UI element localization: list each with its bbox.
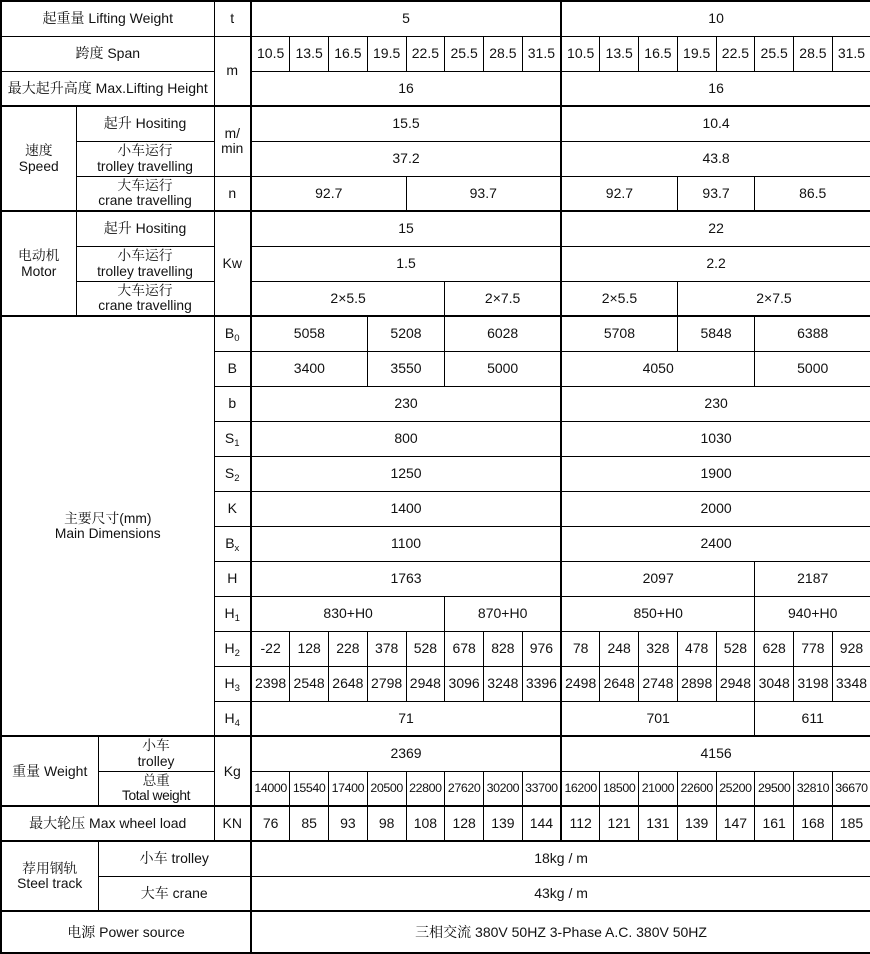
- dim-symbol-h2: [214, 631, 251, 666]
- wheel-load-value: 144: [522, 806, 561, 841]
- dim-b-value: 3550: [367, 351, 445, 386]
- weight-trolley-label-en: trolley: [137, 753, 175, 769]
- track-trolley-label: 小车 trolley: [98, 841, 251, 876]
- weight-total-value: 25200: [716, 771, 755, 806]
- max-height-label: 最大起升高度 Max.Lifting Height: [1, 71, 214, 106]
- dim-h3-value: 2648: [329, 666, 368, 701]
- dim-h4-value: 71: [251, 701, 561, 736]
- dim-b0-value: 5208: [367, 316, 445, 351]
- dim-symbol-base: H: [224, 675, 235, 692]
- speed-unit: [214, 106, 251, 176]
- dim-symbol-bx: [214, 526, 251, 561]
- dim-h-value: 2187: [755, 561, 870, 596]
- wheel-load-value: 121: [600, 806, 639, 841]
- speed-hoisting-label: 起升 Hositing: [76, 106, 214, 141]
- motor-unit: Kw: [214, 211, 251, 316]
- row-speed-crane: [1, 176, 870, 211]
- weight-total-value: 22600: [677, 771, 716, 806]
- span-value: 16.5: [639, 36, 678, 71]
- dim-h4-value: 611: [755, 701, 870, 736]
- weight-total-label-cn: 总重: [142, 772, 170, 788]
- span-value: 31.5: [832, 36, 870, 71]
- span-value: 13.5: [290, 36, 329, 71]
- weight-trolley-label-cn: 小车: [142, 738, 170, 754]
- speed-unit-line1: m/: [224, 125, 240, 141]
- dim-h-value: 1763: [251, 561, 561, 596]
- motor-trolley-10t-value: 2.2: [561, 246, 870, 281]
- power-source-label: 电源 Power source: [1, 911, 251, 953]
- weight-group-label: 重量 Weight: [1, 736, 98, 806]
- track-crane-value: 43kg / m: [251, 876, 870, 911]
- wheel-load-value: 98: [367, 806, 406, 841]
- dim-h1-value: 830+H0: [251, 596, 445, 631]
- dim-symbol-sub: 2: [234, 473, 240, 485]
- row-wheel-load: [1, 806, 870, 841]
- wheel-load-value: 139: [677, 806, 716, 841]
- dim-symbol-s1: [214, 421, 251, 456]
- dim-h3-value: 2798: [367, 666, 406, 701]
- speed-hoisting-10t-value: 10.4: [561, 106, 870, 141]
- span-value: 25.5: [445, 36, 484, 71]
- power-source-value: 三相交流 380V 50HZ 3-Phase A.C. 380V 50HZ: [251, 911, 870, 953]
- span-label: 跨度 Span: [1, 36, 214, 71]
- speed-group-label-en: Speed: [18, 158, 59, 174]
- speed-crane-label-en: crane travelling: [98, 193, 192, 209]
- weight-total-value: 22800: [406, 771, 445, 806]
- row-weight-total: [1, 771, 870, 806]
- speed-trolley-10t-value: 43.8: [561, 141, 870, 176]
- wheel-load-value: 85: [290, 806, 329, 841]
- dim-h3-value: 3248: [484, 666, 523, 701]
- dim-symbol-sub: 1: [234, 613, 240, 625]
- motor-crane-value: 2×5.5: [251, 281, 445, 316]
- dim-symbol-k: [214, 491, 251, 526]
- lifting-weight-label: 起重量 Lifting Weight: [1, 1, 214, 36]
- dim-symbol-base: S: [224, 430, 235, 447]
- motor-crane-label-cn: 大车运行: [117, 282, 173, 298]
- speed-trolley-label-en: trolley travelling: [97, 158, 193, 174]
- speed-crane-label-cn: 大车运行: [117, 177, 173, 193]
- speed-crane-value: 92.7: [251, 176, 406, 211]
- wheel-load-value: 108: [406, 806, 445, 841]
- dim-h2-value: 248: [600, 631, 639, 666]
- wheel-load-value: 76: [251, 806, 290, 841]
- dim-symbol-sub: 2: [234, 648, 240, 660]
- track-crane-label: 大车 crane: [98, 876, 251, 911]
- dim-b0-value: 5848: [677, 316, 755, 351]
- dimensions-group-label-en: Main Dimensions: [54, 526, 161, 541]
- dim-b0-value: 6028: [445, 316, 561, 351]
- dim-symbol-base: H: [224, 709, 235, 726]
- dim-k-10t-value: 2000: [561, 491, 870, 526]
- dim-h3-value: 2498: [561, 666, 600, 701]
- weight-total-value: 20500: [367, 771, 406, 806]
- dim-symbol-base: B: [225, 535, 235, 552]
- dim-b0-value: 6388: [755, 316, 870, 351]
- dim-h3-value: 2648: [600, 666, 639, 701]
- span-unit: m: [214, 36, 251, 106]
- dim-h3-value: 2748: [639, 666, 678, 701]
- weight-total-value: 18500: [600, 771, 639, 806]
- wheel-load-value: 139: [484, 806, 523, 841]
- span-value: 28.5: [484, 36, 523, 71]
- motor-crane-value: 2×7.5: [445, 281, 561, 316]
- wheel-load-value: 112: [561, 806, 600, 841]
- row-speed-trolley: [1, 141, 870, 176]
- dim-h4-value: 701: [561, 701, 755, 736]
- dim-h1-value: 850+H0: [561, 596, 755, 631]
- dim-bx-10t-value: 2400: [561, 526, 870, 561]
- dim-symbol-sub: 1: [234, 438, 240, 450]
- speed-trolley-5t-value: 37.2: [251, 141, 561, 176]
- wheel-load-value: 93: [329, 806, 368, 841]
- dim-h2-value: 528: [716, 631, 755, 666]
- weight-total-label-en: Total weight: [121, 788, 191, 804]
- wheel-load-unit: KN: [214, 806, 251, 841]
- span-value: 25.5: [755, 36, 794, 71]
- speed-unit-line2: min: [221, 141, 244, 157]
- wheel-load-value: 161: [755, 806, 794, 841]
- motor-crane-value: 2×5.5: [561, 281, 677, 316]
- dim-b-lower-10t-value: 230: [561, 386, 870, 421]
- motor-group-label-en: Motor: [21, 263, 57, 279]
- weight-total-label: [98, 771, 214, 806]
- wheel-load-value: 185: [832, 806, 870, 841]
- dim-symbol-sub: 3: [234, 683, 240, 695]
- dim-symbol-b: [214, 351, 251, 386]
- dim-symbol-sub: 0: [234, 333, 240, 345]
- span-value: 19.5: [367, 36, 406, 71]
- dim-symbol-base: K: [227, 500, 237, 517]
- dim-h3-value: 2898: [677, 666, 716, 701]
- motor-crane-label: [76, 281, 214, 316]
- dim-h1-value: 940+H0: [755, 596, 870, 631]
- dim-s2-5t-value: 1250: [251, 456, 561, 491]
- row-weight-trolley: [1, 736, 870, 771]
- row-max-height: [1, 71, 870, 106]
- row-speed-hoisting: [1, 106, 870, 141]
- dim-symbol-s2: [214, 456, 251, 491]
- dim-h3-value: 3396: [522, 666, 561, 701]
- motor-trolley-label: [76, 246, 214, 281]
- dim-symbol-sub: x: [234, 543, 240, 555]
- row-motor-hoisting: [1, 211, 870, 246]
- dim-b-value: 5000: [445, 351, 561, 386]
- wheel-load-value: 131: [639, 806, 678, 841]
- motor-group-label: [1, 211, 76, 316]
- dim-h2-value: 928: [832, 631, 870, 666]
- dim-s2-10t-value: 1900: [561, 456, 870, 491]
- motor-trolley-5t-value: 1.5: [251, 246, 561, 281]
- span-value: 10.5: [251, 36, 290, 71]
- dim-symbol-base: H: [224, 605, 235, 622]
- steel-track-label-en: Steel track: [17, 876, 83, 891]
- dim-h2-value: 78: [561, 631, 600, 666]
- dim-h2-value: 828: [484, 631, 523, 666]
- row-motor-trolley: [1, 246, 870, 281]
- row-dim-b0: [1, 316, 870, 351]
- capacity-10t-value: 10: [561, 1, 870, 36]
- weight-total-value: 15540: [290, 771, 329, 806]
- dim-b0-value: 5708: [561, 316, 677, 351]
- dim-h3-value: 3198: [794, 666, 833, 701]
- weight-total-value: 32810: [794, 771, 833, 806]
- motor-group-label-cn: 电动机: [18, 248, 60, 264]
- capacity-5t-value: 5: [251, 1, 561, 36]
- weight-total-value: 21000: [639, 771, 678, 806]
- weight-unit: Kg: [214, 736, 251, 806]
- dim-symbol-b-lower: [214, 386, 251, 421]
- dim-symbol-h1: [214, 596, 251, 631]
- dim-h3-value: 3348: [832, 666, 870, 701]
- row-track-crane: [1, 876, 870, 911]
- dim-symbol-b0: [214, 316, 251, 351]
- dim-symbol-h4: [214, 701, 251, 736]
- dim-b-value: 4050: [561, 351, 755, 386]
- dim-symbol-base: H: [227, 570, 238, 587]
- motor-hoisting-10t-value: 22: [561, 211, 870, 246]
- dim-symbol-sub: 4: [234, 717, 240, 729]
- dim-bx-5t-value: 1100: [251, 526, 561, 561]
- weight-trolley-5t-value: 2369: [251, 736, 561, 771]
- dim-h3-value: 2548: [290, 666, 329, 701]
- span-value: 19.5: [677, 36, 716, 71]
- dim-symbol-base: B: [224, 325, 235, 342]
- dim-h2-value: 778: [794, 631, 833, 666]
- row-span: [1, 36, 870, 71]
- dimensions-group-label: [1, 316, 214, 736]
- span-value: 10.5: [561, 36, 600, 71]
- dim-h3-value: 3096: [445, 666, 484, 701]
- wheel-load-label: 最大轮压 Max wheel load: [1, 806, 214, 841]
- weight-total-value: 36670: [832, 771, 870, 806]
- speed-trolley-label-cn: 小车运行: [117, 143, 173, 159]
- dim-s1-10t-value: 1030: [561, 421, 870, 456]
- motor-trolley-label-en: trolley travelling: [97, 263, 193, 279]
- dim-h2-value: -22: [251, 631, 290, 666]
- speed-group-label-cn: 速度: [24, 143, 53, 159]
- steel-track-group-label: [1, 841, 98, 911]
- dim-symbol-h3: [214, 666, 251, 701]
- dim-h2-value: 228: [329, 631, 368, 666]
- weight-total-value: 29500: [755, 771, 794, 806]
- span-value: 28.5: [794, 36, 833, 71]
- dim-h3-value: 2948: [716, 666, 755, 701]
- speed-trolley-label: [76, 141, 214, 176]
- dim-h2-value: 528: [406, 631, 445, 666]
- span-value: 22.5: [406, 36, 445, 71]
- dim-h2-value: 478: [677, 631, 716, 666]
- motor-trolley-label-cn: 小车运行: [117, 248, 173, 264]
- speed-crane-value: 93.7: [677, 176, 755, 211]
- dim-h2-value: 328: [639, 631, 678, 666]
- dim-h3-value: 2948: [406, 666, 445, 701]
- dimensions-group-label-cn: 主要尺寸(mm): [64, 510, 152, 526]
- span-value: 16.5: [329, 36, 368, 71]
- steel-track-label-cn: 荐用钢轨: [22, 860, 78, 876]
- row-motor-crane: [1, 281, 870, 316]
- span-value: 13.5: [600, 36, 639, 71]
- span-value: 31.5: [522, 36, 561, 71]
- speed-crane-unit: n: [214, 176, 251, 211]
- row-track-trolley: [1, 841, 870, 876]
- speed-hoisting-5t-value: 15.5: [251, 106, 561, 141]
- span-value: 22.5: [716, 36, 755, 71]
- wheel-load-value: 147: [716, 806, 755, 841]
- max-height-10t-value: 16: [561, 71, 870, 106]
- weight-trolley-label: [98, 736, 214, 771]
- dim-h2-value: 678: [445, 631, 484, 666]
- speed-crane-label: [76, 176, 214, 211]
- dim-s1-5t-value: 800: [251, 421, 561, 456]
- speed-crane-value: 93.7: [406, 176, 561, 211]
- dim-h2-value: 378: [367, 631, 406, 666]
- weight-total-value: 14000: [251, 771, 290, 806]
- wheel-load-value: 128: [445, 806, 484, 841]
- dim-b-value: 3400: [251, 351, 367, 386]
- dim-symbol-h: [214, 561, 251, 596]
- dim-symbol-base: H: [224, 640, 235, 657]
- max-height-5t-value: 16: [251, 71, 561, 106]
- dim-h3-value: 2398: [251, 666, 290, 701]
- dim-b-lower-5t-value: 230: [251, 386, 561, 421]
- dim-b-value: 5000: [755, 351, 870, 386]
- lifting-weight-unit: t: [214, 1, 251, 36]
- dim-h-value: 2097: [561, 561, 755, 596]
- weight-total-value: 33700: [522, 771, 561, 806]
- weight-total-value: 30200: [484, 771, 523, 806]
- dim-k-5t-value: 1400: [251, 491, 561, 526]
- motor-hoisting-5t-value: 15: [251, 211, 561, 246]
- track-trolley-value: 18kg / m: [251, 841, 870, 876]
- dim-h2-value: 128: [290, 631, 329, 666]
- weight-trolley-10t-value: 4156: [561, 736, 870, 771]
- dim-symbol-base: b: [228, 395, 237, 412]
- dim-symbol-base: S: [224, 465, 235, 482]
- motor-crane-value: 2×7.5: [677, 281, 870, 316]
- dim-h2-value: 976: [522, 631, 561, 666]
- speed-group-label: [1, 106, 76, 211]
- speed-crane-value: 86.5: [755, 176, 870, 211]
- speed-crane-value: 92.7: [561, 176, 677, 211]
- dim-symbol-base: B: [227, 360, 237, 377]
- weight-total-value: 27620: [445, 771, 484, 806]
- weight-total-value: 16200: [561, 771, 600, 806]
- dim-h2-value: 628: [755, 631, 794, 666]
- wheel-load-value: 168: [794, 806, 833, 841]
- row-lifting-weight: [1, 1, 870, 36]
- dim-h3-value: 3048: [755, 666, 794, 701]
- motor-hoisting-label: 起升 Hositing: [76, 211, 214, 246]
- dim-h1-value: 870+H0: [445, 596, 561, 631]
- weight-total-value: 17400: [329, 771, 368, 806]
- motor-crane-label-en: crane travelling: [98, 298, 192, 314]
- dim-b0-value: 5058: [251, 316, 367, 351]
